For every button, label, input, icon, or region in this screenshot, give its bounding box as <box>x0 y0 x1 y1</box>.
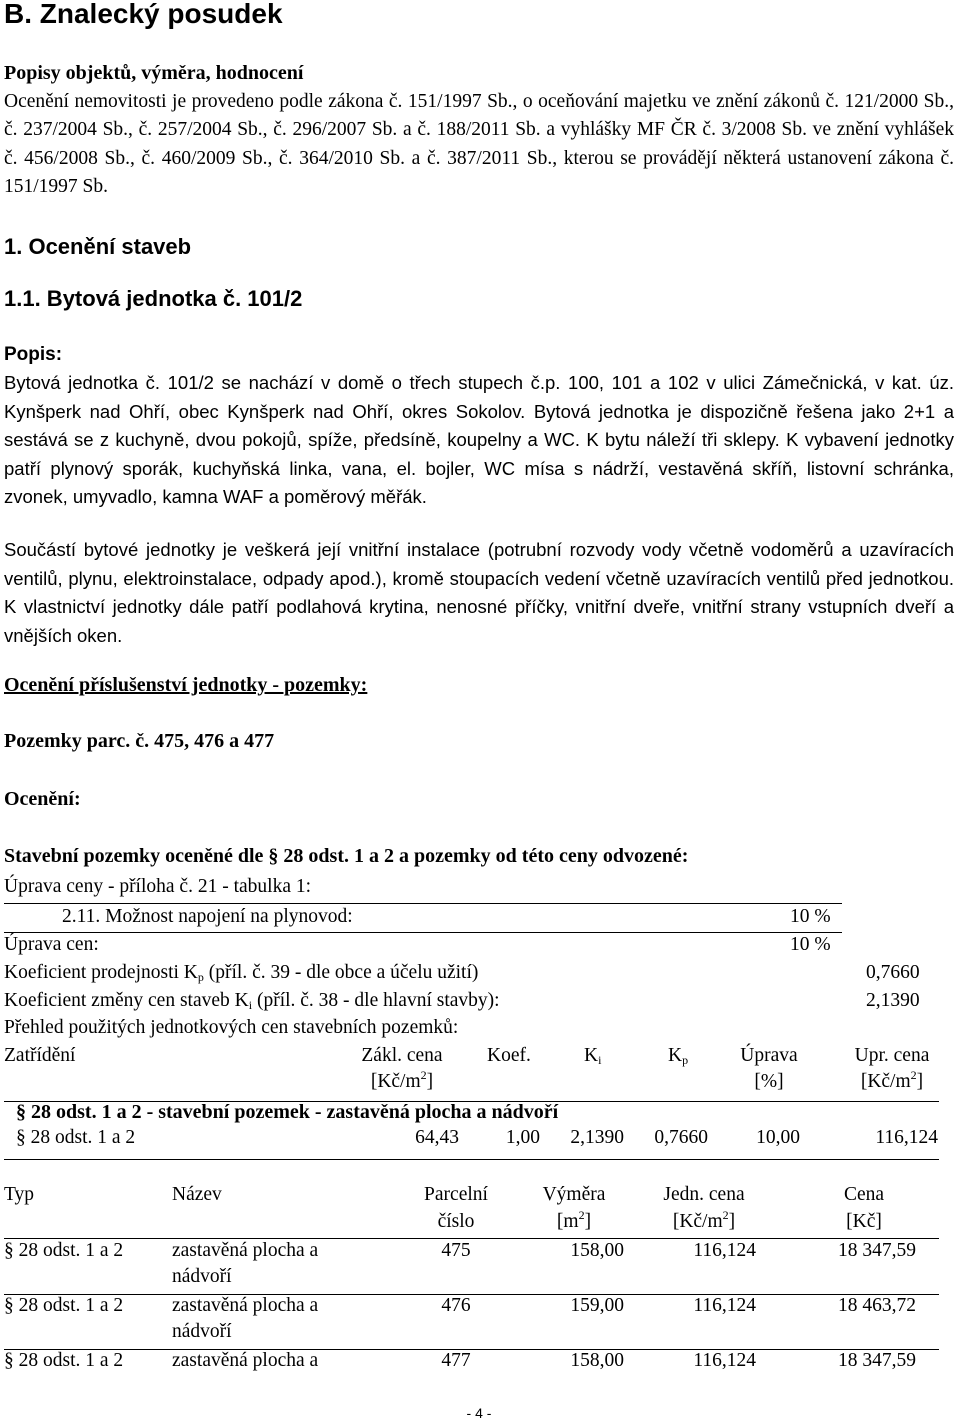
col-cislo: číslo <box>437 1211 475 1232</box>
cell-jedn-cena: 116,124 <box>693 1350 756 1371</box>
pozemky-heading: Pozemky parc. č. 475, 476 a 477 <box>4 730 275 752</box>
col-uprava-unit: [%] <box>754 1071 784 1092</box>
cell-uprava: 10,00 <box>756 1127 800 1148</box>
cell-cena: 18 463,72 <box>838 1295 916 1316</box>
col-cena-unit: [Kč] <box>846 1211 882 1232</box>
cell-nazev: zastavěná plocha a <box>172 1240 319 1261</box>
cell-typ: § 28 odst. 1 a 2 <box>4 1295 124 1316</box>
cell-typ: § 28 odst. 1 a 2 <box>4 1240 124 1261</box>
prehled-label: Přehled použitých jednotkových cen stavebních pozemků: <box>4 1017 459 1038</box>
col-vymera-unit: $[m^2]$ <box>556 1208 592 1232</box>
divider <box>4 932 842 933</box>
item-2-11-label: 2.11. Možnost napojení na plynovod: <box>62 906 353 927</box>
subtitle: Popisy objektů, výměra, hodnocení <box>4 62 304 84</box>
col-upr-cena: Upr. cena <box>854 1045 930 1066</box>
intro-paragraph: Ocenění nemovitosti je provedeno podle zákona č. 151/1997 Sb., o oceňování majetku ve znění zákonů č. 121/2000 Sb., č. 237/2004 Sb., č. 257/2004 Sb., č. 296/2007 Sb. a č. 188/2011 Sb. a vyhlášky MF ČR č. 3/2008 Sb. ve znění vyhlášek č. 456/2008 Sb., č. 460/2009 Sb., č. 364/2010 Sb. a č. 387/2011 Sb., kterou se provádějí některá ustanovení zákona č. 151/1997 Sb. <box>4 91 954 197</box>
cell-parcelni: 477 <box>441 1350 471 1371</box>
col-typ: Typ <box>4 1184 35 1205</box>
col-vymera: Výměra <box>542 1184 606 1205</box>
kp-label: Koeficient prodejnosti $K_p$ (příl. č. 39 - dle obce a účelu užití) <box>4 962 479 984</box>
cell-nazev-cont: nádvoří <box>172 1266 232 1287</box>
table-group-label: § 28 odst. 1 a 2 - stavební pozemek - zastavěná plocha a nádvoří <box>16 1101 559 1123</box>
popis-paragraph-1: Bytová jednotka č. 101/2 se nachází v domě o třech stupech č.p. 100, 101 a 102 v ulici Zámečnická, v kat. úz. Kynšperk nad Ohří, obec Kynšperk nad Ohří, okres Sokolov. Bytová jednotka je dispozičně řešena jako 2+1 a sestává se z kuchyně, dvou pokojů, spíže, předsíně, koupelny a WC. K bytu náleží tři sklepy. K vybavení jednotky patří plynový sporák, kuchyňská linka, vana, el. bojler, WC mísa s nádrží, vestavěná skříň, listovní schránka, zvonek, umyvadlo, kamna WAF a poměrový měřák. <box>4 372 954 507</box>
uprava-cen-value: 10 % <box>790 934 831 955</box>
document-title: B. Znalecký posudek <box>4 0 283 29</box>
uprava-cen-label: Úprava cen: <box>4 934 99 955</box>
col-zatrideni: Zatřídění <box>4 1045 76 1066</box>
col-uprava: Úprava <box>740 1045 798 1066</box>
uprava-ceny-label: Úprava ceny - příloha č. 21 - tabulka 1: <box>4 876 312 897</box>
popis-label: Popis: <box>4 344 63 365</box>
section-heading-1: 1. Ocenění staveb <box>4 234 192 259</box>
cell-jedn-cena: 116,124 <box>693 1240 756 1261</box>
cell-vymera: 158,00 <box>570 1350 624 1371</box>
col-kp: $K_p$ <box>668 1045 689 1067</box>
popis-paragraph-2: Součástí bytové jednotky je veškerá její vnitřní instalace (potrubní rozvody vody včetně vodoměrů a uzavíracích ventilů, plynu, elektroinstalace, odpady apod.), kromě stoupacích vedení včetně uzavíracích ventilů před jednotkou. K vlastnictví jednotky dále patří podlahová krytina, nenosné příčky, vnitřní dveře, vnitřní strany vstupních dveří a vnějších oken. <box>4 539 954 646</box>
col-ki: $K_i$ <box>584 1045 602 1067</box>
cell-jedn-cena: 116,124 <box>693 1295 756 1316</box>
kp-value: 0,7660 <box>866 962 920 983</box>
col-zakl-cena: Zákl. cena <box>361 1045 443 1066</box>
cell-kp: 0,7660 <box>654 1127 708 1148</box>
divider <box>4 903 842 904</box>
cell-nazev-cont: nádvoří <box>172 1321 232 1342</box>
cell-parcelni: 475 <box>441 1240 471 1261</box>
cell-nazev: zastavěná plocha a <box>172 1295 319 1316</box>
cell-koef: 1,00 <box>505 1127 540 1148</box>
cell-parcelni: 476 <box>441 1295 471 1316</box>
cell-zatrideni: § 28 odst. 1 a 2 <box>16 1127 136 1148</box>
ki-value: 2,1390 <box>866 990 920 1011</box>
item-2-11-value: 10 % <box>790 906 831 927</box>
page-number: - 4 - <box>466 1405 492 1421</box>
cell-nazev: zastavěná plocha a <box>172 1350 319 1371</box>
cell-vymera: 159,00 <box>570 1295 624 1316</box>
oceneni-heading: Ocenění: <box>4 788 81 810</box>
col-nazev: Název <box>172 1184 222 1205</box>
col-jedn-cena: Jedn. cena <box>663 1184 745 1205</box>
col-cena: Cena <box>843 1184 885 1205</box>
col-upr-cena-unit: $[Kč/m^2]$ <box>860 1068 924 1092</box>
cell-upr-cena: 116,124 <box>875 1127 938 1148</box>
col-zakl-cena-unit: $[Kč/m^2]$ <box>370 1068 434 1092</box>
ki-label: Koeficient změny cen staveb $K_i$ (příl. č. 38 - dle hlavní stavby): <box>4 990 500 1012</box>
table-divider <box>4 1238 939 1239</box>
cell-ki: 2,1390 <box>570 1127 624 1148</box>
cell-vymera: 158,00 <box>570 1240 624 1261</box>
cell-cena: 18 347,59 <box>838 1240 916 1261</box>
prislusenstvi-heading: Ocenění příslušenství jednotky - pozemky: <box>4 674 368 696</box>
section-heading-1-1: 1.1. Bytová jednotka č. 101/2 <box>4 286 303 311</box>
cell-typ: § 28 odst. 1 a 2 <box>4 1350 124 1371</box>
cell-zakl-cena: 64,43 <box>415 1127 459 1148</box>
table-divider <box>4 1159 939 1160</box>
cell-cena: 18 347,59 <box>838 1350 916 1371</box>
col-koef: Koef. <box>487 1045 531 1066</box>
stavebni-pozemky-heading: Stavební pozemky oceněné dle § 28 odst. 1 a 2 a pozemky od této ceny odvozené: <box>4 845 689 867</box>
col-parcelni: Parcelní <box>424 1184 488 1205</box>
col-jedn-cena-unit: $[Kč/m^2]$ <box>672 1208 736 1232</box>
